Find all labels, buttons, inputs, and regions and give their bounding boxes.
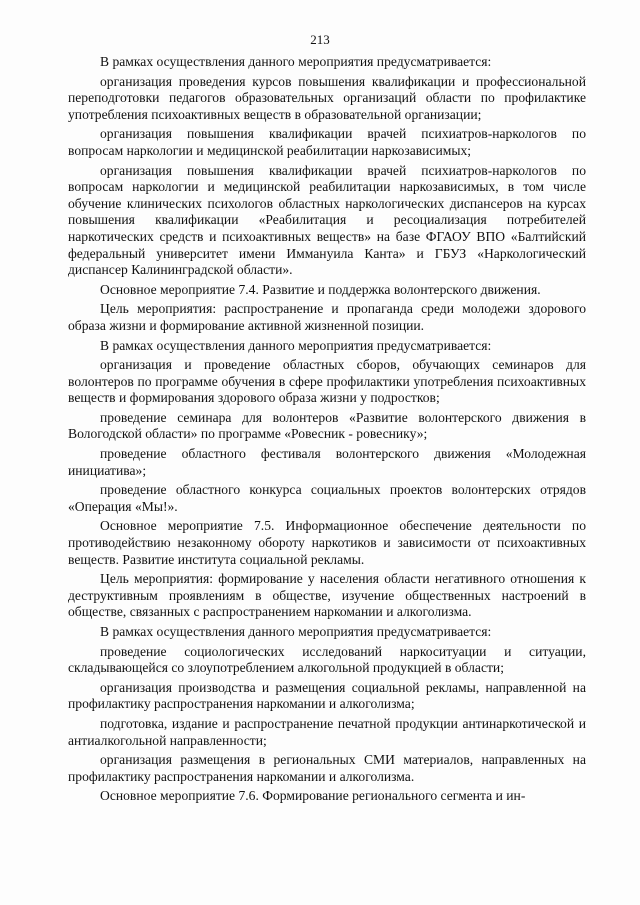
document-body xyxy=(68,54,586,808)
paragraph: проведение семинара для волонтеров «Развитие волонтерского движения в Вологодской области» по программе «Ровесник - ровеснику»; xyxy=(68,409,586,442)
paragraph: Основное мероприятие 7.6. Формирование регионального сегмента и ин- xyxy=(100,788,526,804)
paragraph: организация и проведение областных сборов, обучающих семинаров для волонтеров по программе обучения в сфере профилактики употребления психоактивных веществ и формирования здорового образа жизни у подростков; xyxy=(68,357,586,406)
paragraph: подготовка, издание и распространение печатной продукции антинаркотической и антиалкогольной направленности; xyxy=(68,715,586,748)
paragraph: В рамках осуществления данного мероприятия предусматривается: xyxy=(100,54,492,69)
paragraph: проведение областного фестиваля волонтерского движения «Молодежная инициатива»; xyxy=(68,446,586,478)
paragraph: Цель мероприятия: формирование у населения области негативного отношения к деструктивным проявлениям в обществе, изучение общественных настроений в обществе, связанных с распространением наркомании и алкоголизма. xyxy=(68,571,586,620)
paragraph: организация размещения в региональных СМИ материалов, направленных на профилактику распространения наркомании и алкоголизма. xyxy=(68,752,586,784)
paragraph: Основное мероприятие 7.5. Информационное обеспечение деятельности по противодействию незаконному обороту наркотиков и зависимости от психоактивных веществ. Развитие института социальной рекламы. xyxy=(68,518,586,567)
paragraph: В рамках осуществления данного мероприятия предусматривается: xyxy=(100,337,492,353)
paragraph: проведение социологических исследований наркоситуации и ситуации, складывающейся со злоупотреблением алкогольной продукцией в области; xyxy=(68,643,586,676)
paragraph: Основное мероприятие 7.4. Развитие и поддержка волонтерского движения. xyxy=(100,281,541,297)
page-number: 213 xyxy=(310,32,330,47)
paragraph: организация производства и размещения социальной рекламы, направленной на профилактику распространения наркомании и алкоголизма; xyxy=(68,679,586,712)
paragraph: проведение областного конкурса социальных проектов волонтерских отрядов «Операция «Мы!». xyxy=(68,482,586,514)
paragraph: организация повышения квалификации врачей психиатров-наркологов по вопросам наркологии и медицинской реабилитации наркозависимых, в том числе обучение клинических психологов областных наркологических диспансеров на курсах повышения квалификации «Реабилитация и ресоциализация потребителей наркотических средств и психоактивных веществ» на базе ФГАОУ ВПО «Балтийский федеральный университет имени Иммануила Канта» и ГБУЗ «Наркологический диспансер Калининградской области». xyxy=(68,162,586,278)
paragraph: В рамках осуществления данного мероприятия предусматривается: xyxy=(100,624,492,639)
paragraph: Цель мероприятия: распространение и пропаганда среди молодежи здорового образа жизни и формирование активной жизненной позиции. xyxy=(68,301,586,333)
paragraph: организация проведения курсов повышения квалификации и профессиональной переподготовки педагогов образовательных организаций области по профилактике употребления психоактивных веществ в образовательной организации; xyxy=(68,73,586,122)
paragraph: организация повышения квалификации врачей психиатров-наркологов по вопросам наркологии и медицинской реабилитации наркозависимых; xyxy=(68,126,586,158)
